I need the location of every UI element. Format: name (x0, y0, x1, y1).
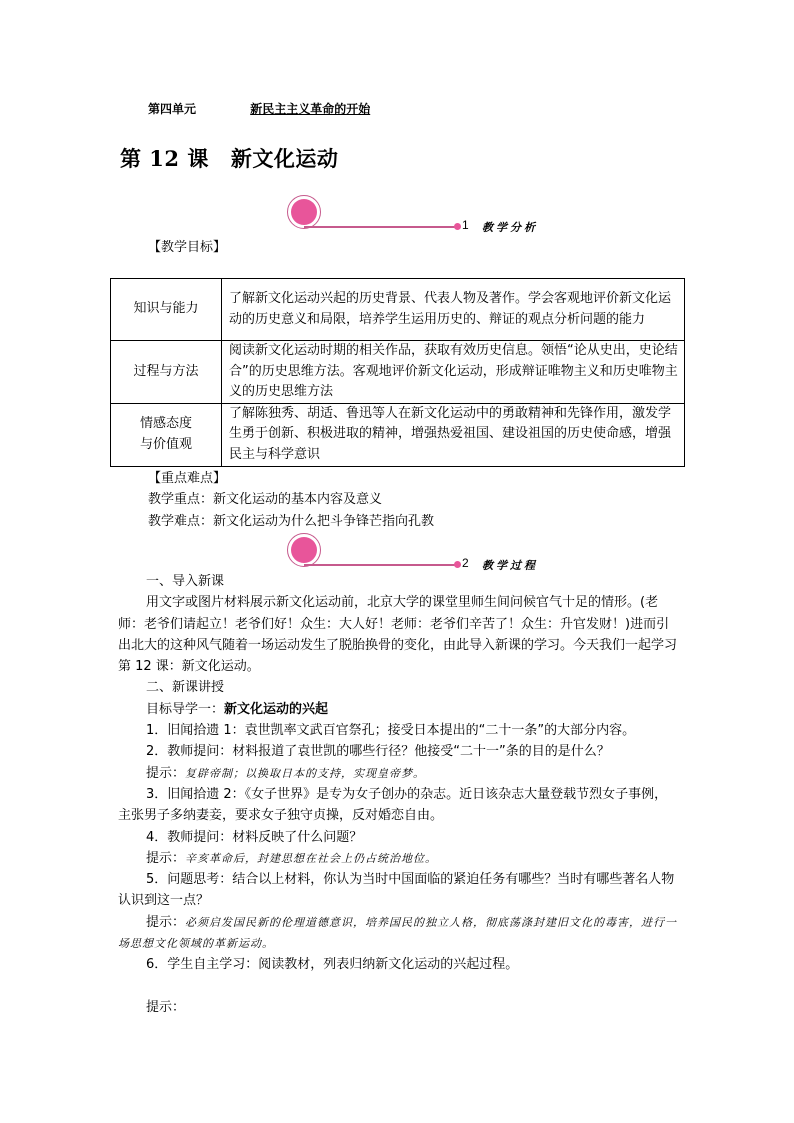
goal-category: 情感态度 与价值观 (111, 403, 222, 466)
goal-category: 知识与能力 (111, 279, 222, 341)
unit-header (148, 100, 370, 117)
section-label: 教学分析 (482, 221, 538, 234)
section-marker-analysis (287, 195, 567, 235)
teaching-difficulty (148, 510, 434, 529)
item-3: 3．旧闻拾遗 2：《女子世界》是专为女子创办的杂志。近日该杂志大量登载节烈女子事例，主张男子多纳妻妾，要求女子独守贞操，反对婚恋自由。 (118, 786, 668, 824)
difficulty-label: 教学难点： (148, 514, 214, 529)
item-6: 6．学生自主学习：阅读教材，列表归纳新文化运动的兴起过程。 (146, 957, 519, 973)
teaching-goals-heading: 【教学目标】 (148, 240, 227, 255)
pink-circle-icon (291, 199, 317, 225)
item-1: 1．旧闻拾遗 1：袁世凯率文武百官祭孔；接受日本提出的“二十一条”的大部分内容。 (146, 723, 636, 739)
section-number: 1 (462, 218, 469, 232)
teaching-goals-table (110, 278, 685, 467)
goal-description: 了解陈独秀、胡适、鲁迅等人在新文化运动中的勇敢精神和先锋作用，激发学生勇于创新、积极进取的精神，增强热爱祖国、建设祖国的历史使命感，增强民主与科学意识 (222, 403, 685, 466)
marker-line (304, 564, 456, 566)
goal-category: 过程与方法 (111, 341, 222, 404)
pink-circle-icon (291, 537, 317, 563)
goal1-heading: 目标导学一：新文化运动的兴起 (146, 701, 329, 717)
hint-2: 提示：辛亥革命后，封建思想在社会上仍占统治地位。 (146, 850, 438, 866)
table-row (111, 403, 685, 466)
goal-description: 了解新文化运动兴起的历史背景、代表人物及著作。学会客观地评价新文化运动的历史意义和局限，培养学生运用历史的、辩证的观点分析问题的能力 (222, 279, 685, 341)
unit-title: 新民主主义革命的开始 (250, 102, 371, 116)
focus-label: 教学重点： (148, 492, 214, 507)
final-hint: 提示： (146, 999, 186, 1015)
goal-description: 阅读新文化运动时期的相关作品，获取有效历史信息。领悟“论从史出，史论结合”的历史思维方法。客观地评价新文化运动，形成辩证唯物主义和历史唯物主义的历史思维方法 (222, 341, 685, 404)
section-marker-process (287, 533, 567, 573)
difficulty-text: 新文化运动为什么把斗争锋芒指向孔教 (213, 514, 435, 529)
teaching-process (118, 571, 678, 1018)
goal1-title: 新文化运动的兴起 (224, 701, 329, 717)
key-points-heading: 【重点难点】 (148, 471, 227, 486)
hint-3: 提示：必须启发国民新的伦理道德意识，培养国民的独立人格，彻底荡涤封建旧文化的毒害，进行一场思想文化领域的革新运动。 (118, 914, 678, 951)
small-dot-icon (454, 561, 461, 568)
unit-number: 第四单元 (148, 102, 197, 116)
part2-title: 二、新课讲授 (146, 680, 225, 696)
focus-text: 新文化运动的基本内容及意义 (213, 492, 383, 507)
hint-1: 提示：复辟帝制；以换取日本的支持，实现皇帝梦。 (146, 765, 426, 781)
blank-line (118, 976, 678, 997)
part1-title: 一、导入新课 (146, 574, 225, 589)
item-5: 5．问题思考：结合以上材料，你认为当时中国面临的紧迫任务有哪些？当时有哪些著名人物认识到这一点？ (118, 872, 675, 909)
part1-body: 用文字或图片材料展示新文化运动前，北京大学的课堂里师生间问候官气十足的情形。(老师：老爷们请起立！老爷们好！众生：大人好！老师：老爷们辛苦了！众生：升官发财！)进而引出北大的这种风气随着一场运动发生了脱胎换骨的变化，由此导入新课的学习。今天我们一起学习第 12 课：新文化运动。 (118, 595, 678, 675)
section-number: 2 (462, 556, 469, 570)
lesson-title (120, 143, 338, 173)
section-label: 教学过程 (482, 559, 538, 572)
teaching-focus (148, 488, 382, 507)
item-2: 2．教师提问：材料报道了袁世凯的哪些行径？他接受“二十一”条的目的是什么？ (146, 744, 610, 760)
small-dot-icon (454, 223, 461, 230)
item-4: 4．教师提问：材料反映了什么问题？ (146, 829, 363, 845)
table-row (111, 279, 685, 341)
lesson-name: 新文化运动 (230, 146, 339, 171)
table-row (111, 341, 685, 404)
marker-line (304, 226, 456, 228)
lesson-number: 第 12 课 (120, 146, 209, 171)
